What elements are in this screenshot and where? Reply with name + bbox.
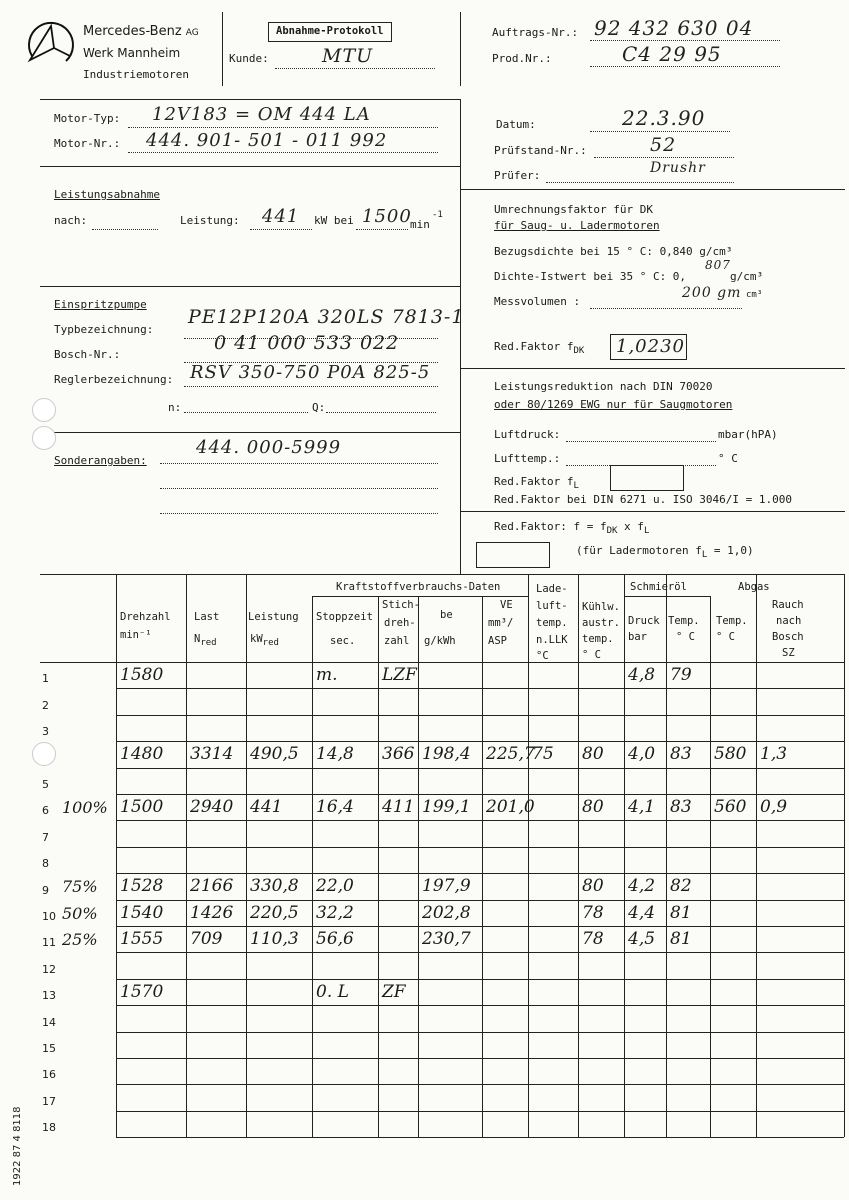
row-number: 11 (42, 936, 56, 950)
table-col-line (844, 574, 845, 1137)
cell-n: 1500 (120, 797, 164, 817)
table-col-line (756, 574, 757, 1137)
cell-n: 1570 (120, 981, 164, 1002)
pump-type-value: PE12P120A 320LS 7813-1 (188, 306, 465, 328)
cell-kw: 441 (250, 797, 283, 817)
table-row-line (116, 847, 844, 848)
red-din-note: Red.Faktor bei DIN 6271 u. ISO 3046/I = 1.000 (494, 493, 793, 506)
cell-kuehl: 80 (582, 744, 604, 765)
table-row-line (116, 926, 844, 927)
cell-kuehl: 78 (582, 902, 604, 923)
h-stoppzeit-3: sec. (330, 635, 356, 647)
group-exhaust-header: Abgas (738, 581, 770, 593)
row-number: 9 (42, 883, 49, 897)
h-lade-2: luft- (536, 600, 568, 612)
date-value: 22.3.90 (622, 106, 706, 130)
cell-stop: 14,8 (316, 744, 354, 765)
row-number: 14 (42, 1015, 56, 1029)
row-number: 5 (42, 778, 49, 791)
group-fuel-header: Kraftstoffverbrauchs-Daten (336, 581, 501, 593)
table-row-line (116, 1005, 844, 1006)
row-number: 3 (42, 725, 49, 739)
table-col-line (418, 596, 419, 1137)
cell-last: 709 (190, 929, 223, 949)
red-factor-total-box (476, 542, 550, 568)
h-last-2: $N_{red}$ (194, 633, 217, 649)
fuel-group-line (312, 596, 528, 597)
load-percent: 50% (62, 903, 98, 923)
row-number: 18 (42, 1121, 56, 1135)
cell-druck: 4,8 (628, 665, 656, 685)
motor-type-label: Motor-Typ: (54, 112, 121, 125)
cell-kuehl: 80 (582, 797, 604, 817)
cell-last: 2940 (190, 797, 234, 817)
row-number: 10 (42, 910, 56, 923)
red-formula: Red.Faktor: $f = f_{DK}$ x $f_L$ (494, 520, 650, 537)
table-row-line (116, 794, 844, 795)
tester-label: Prüfer: (494, 169, 541, 182)
volume-label: Messvolumen : (494, 295, 581, 308)
h-lade-5: °C (536, 650, 549, 662)
h-drehzahl-1: Drehzahl (120, 611, 171, 623)
row-number: 6 (42, 804, 49, 818)
rpm-exp: -1 (432, 210, 443, 220)
h-be-1: be (440, 609, 453, 621)
table-row-line (116, 715, 844, 716)
red-factor-dk-label: Red.Faktor $f_{DK}$ (494, 340, 585, 357)
cell-stop: 22,0 (316, 876, 354, 897)
cell-last: 1426 (190, 902, 234, 923)
cell-stich: LZF (382, 665, 417, 685)
table-col-line (378, 596, 379, 1137)
punch-hole (32, 398, 56, 422)
air-temp-label: Lufttemp.: (494, 452, 561, 465)
table-col-line (312, 596, 313, 1137)
rpm-value: 1500 (362, 206, 412, 227)
row-number: 13 (42, 989, 56, 1003)
air-temp-unit: ° C (718, 452, 738, 465)
row-number: 1 (42, 672, 49, 686)
din-title-2: oder 80/1269 EWG nur für Saugmotoren (494, 398, 733, 411)
table-col-line (246, 574, 247, 1137)
h-temp-oil-2: ° C (676, 631, 695, 643)
load-percent: 25% (62, 930, 98, 949)
cell-stich: ZF (382, 981, 406, 1002)
h-leistung-2: $kW_{red}$ (250, 633, 279, 649)
motor-no-label: Motor-Nr.: (54, 137, 121, 150)
n-label: n: (168, 401, 182, 414)
table-row-line (116, 900, 844, 901)
cell-druck: 4,1 (628, 797, 656, 817)
bosch-no-value: 0 41 000 533 022 (214, 332, 400, 354)
row-number: 17 (42, 1094, 56, 1108)
table-row-line (116, 688, 844, 689)
table-row-line (116, 820, 844, 821)
bench-label: Prüfstand-Nr.: (494, 144, 587, 157)
h-druck-2: bar (628, 631, 647, 643)
q-label: Q: (312, 401, 326, 414)
actual-density-unit: g/cm³ (730, 270, 764, 283)
dk-title-2: für Saug- u. Ladermotoren (494, 219, 660, 232)
table-col-line (116, 574, 117, 1137)
table-row-line (116, 952, 844, 953)
cell-n: 1480 (120, 744, 164, 765)
h-kuehl-3: temp. (582, 633, 614, 645)
dk-title-1: Umrechnungsfaktor für DK (494, 203, 653, 216)
cell-stop: 16,4 (316, 797, 354, 817)
h-kuehl-4: ° C (582, 649, 601, 661)
governor-value: RSV 350-750 P0A 825-5 (190, 362, 431, 383)
three-pointed-star-icon (26, 20, 76, 70)
cell-stop: m. (316, 665, 338, 685)
table-row-line (116, 1111, 844, 1112)
h-lade-4: n.LLK (536, 634, 568, 646)
cell-kw: 490,5 (250, 744, 299, 765)
h-temp-oil-1: Temp. (668, 615, 700, 627)
motor-no-value: 444. 901- 501 - 011 992 (146, 130, 388, 151)
cell-toil: 81 (670, 902, 692, 923)
h-stich-3: zahl (384, 635, 410, 647)
cell-tab: 560 (714, 797, 747, 817)
h-kuehl-2: austr. (582, 617, 620, 629)
h-be-3: g/kWh (424, 635, 456, 647)
h-rauch-4: SZ (782, 647, 795, 659)
air-pressure-label: Luftdruck: (494, 428, 561, 441)
h-rauch-2: nach (776, 615, 802, 627)
h-stoppzeit-1: Stoppzeit (316, 611, 373, 623)
cell-tab: 580 (714, 744, 747, 765)
power-label: Leistung: (180, 214, 240, 227)
h-temp-abgas-1: Temp. (716, 615, 748, 627)
h-stich-1: Stich- (382, 599, 420, 611)
bench-value: 52 (650, 134, 677, 156)
ref-density: Bezugsdichte bei 15 ° C: 0,840 g/cm³ (494, 245, 733, 258)
division-name: Industriemotoren (83, 68, 189, 81)
h-ve-2: mm³/ (488, 617, 514, 629)
volume-value: 200 gm (682, 285, 742, 301)
header-bottom-line (40, 662, 844, 663)
cell-stop: 56,6 (316, 929, 354, 949)
cell-n: 1540 (120, 902, 164, 923)
table-row-line (116, 1084, 844, 1085)
cell-toil: 82 (670, 876, 692, 897)
table-row-line (116, 873, 844, 874)
cell-be: 230,7 (422, 929, 471, 949)
cell-toil: 83 (670, 797, 692, 817)
cell-lade: 75 (532, 744, 554, 765)
table-row-line (116, 1137, 844, 1138)
h-rauch-1: Rauch (772, 599, 804, 611)
load-percent: 100% (62, 798, 108, 817)
table-row-line (116, 1058, 844, 1059)
cell-n: 1580 (120, 665, 164, 685)
date-label: Datum: (496, 118, 536, 131)
cell-be: 199,1 (422, 797, 471, 817)
table-col-line (528, 574, 529, 1137)
h-lade-1: Lade- (536, 583, 568, 595)
h-druck-1: Druck (628, 615, 660, 627)
table-col-line (624, 574, 625, 1137)
prod-no-label: Prod.Nr.: (492, 52, 552, 65)
h-rauch-3: Bosch (772, 631, 804, 643)
cell-stop: 32,2 (316, 902, 354, 923)
power-section-title: Leistungsabnahme (54, 188, 160, 201)
cell-toil: 83 (670, 744, 692, 765)
table-row-line (116, 979, 844, 980)
cell-n: 1555 (120, 929, 164, 949)
customer-value: MTU (322, 45, 374, 67)
power-after-label: nach: (54, 214, 88, 227)
pump-section-title: Einspritzpumpe (54, 298, 147, 311)
cell-toil: 79 (670, 665, 692, 685)
load-percent: 75% (62, 877, 98, 897)
rpm-unit: min (410, 218, 430, 231)
punch-hole (32, 742, 56, 766)
motor-type-value: 12V183 = OM 444 LA (152, 104, 371, 125)
row-number: 12 (42, 962, 56, 976)
bosch-no-label: Bosch-Nr.: (54, 348, 121, 361)
cell-last: 3314 (190, 744, 234, 765)
cell-stich: 366 (382, 744, 415, 765)
special-value: 444. 000-5999 (196, 437, 342, 458)
table-col-line (482, 596, 483, 1137)
cell-rauch: 0,9 (760, 797, 788, 817)
h-last-1: Last (194, 611, 220, 623)
oil-group-line (624, 596, 710, 597)
cell-last: 2166 (190, 876, 234, 897)
h-ve-1: VE (500, 599, 513, 611)
cell-druck: 4,0 (628, 744, 656, 765)
actual-density-label: Dichte-Istwert bei 35 ° C: 0, (494, 270, 687, 283)
cell-rauch: 1,3 (760, 744, 788, 765)
h-lade-3: temp. (536, 617, 568, 629)
table-col-line (186, 574, 187, 1137)
cell-ve: 225,7 (486, 744, 535, 765)
cell-be: 197,9 (422, 876, 471, 897)
volume-unit: cm³ (746, 290, 763, 300)
table-row-line (116, 768, 844, 769)
h-ve-3: ASP (488, 635, 507, 647)
table-col-line (710, 596, 711, 1137)
plant-name: Werk Mannheim (83, 46, 181, 60)
cell-druck: 4,5 (628, 929, 656, 949)
table-row-line (116, 1032, 844, 1033)
cell-druck: 4,4 (628, 902, 656, 923)
order-no-label: Auftrags-Nr.: (492, 26, 579, 39)
cell-be: 202,8 (422, 902, 471, 923)
cell-n: 1528 (120, 876, 164, 897)
cell-ve: 201,0 (486, 797, 535, 817)
punch-hole (32, 426, 56, 450)
customer-label: Kunde: (229, 52, 269, 65)
company-name: Mercedes-Benz AG (83, 24, 199, 39)
pump-type-label: Typbezeichnung: (54, 323, 154, 336)
red-factor-fl-box (610, 465, 684, 491)
row-number: 16 (42, 1068, 56, 1082)
h-stich-2: dreh- (384, 617, 416, 629)
h-drehzahl-2: min⁻¹ (120, 629, 152, 641)
h-temp-abgas-2: ° C (716, 631, 735, 643)
table-col-line (578, 574, 579, 1137)
din-title-1: Leistungsreduktion nach DIN 70020 (494, 380, 713, 393)
table-col-line (666, 574, 667, 1137)
form-code: 1922 87 4 8118 (12, 1106, 23, 1186)
row-number: 7 (42, 830, 49, 844)
prod-no-value: C4 29 95 (622, 42, 722, 66)
mercedes-logo (26, 20, 76, 70)
actual-density-value: 807 (705, 258, 731, 272)
special-label: Sonderangaben: (54, 454, 147, 467)
tester-signature: Drushr (650, 160, 706, 176)
cell-druck: 4,2 (628, 876, 656, 897)
red-factor-dk-value: 1,0230 (616, 336, 685, 357)
row-number: 2 (42, 698, 49, 712)
air-pressure-unit: mbar(hPA) (718, 428, 778, 441)
h-leistung-1: Leistung (248, 611, 299, 623)
cell-stop: 0. L (316, 981, 349, 1002)
h-kuehl-1: Kühlw. (582, 601, 620, 613)
lader-note: (für Ladermotoren $f_L = 1,0$) (576, 544, 754, 561)
cell-kuehl: 80 (582, 876, 604, 897)
cell-toil: 81 (670, 929, 692, 949)
power-value: 441 (262, 206, 300, 227)
row-number: 8 (42, 857, 49, 871)
power-kw-at: kW bei (314, 214, 354, 227)
cell-stich: 411 (382, 797, 415, 817)
group-oil-header: Schmieröl (630, 581, 687, 593)
cell-kuehl: 78 (582, 929, 604, 949)
cell-kw: 220,5 (250, 902, 299, 923)
cell-be: 198,4 (422, 744, 471, 765)
protocol-title: Abnahme-Protokoll (276, 25, 384, 37)
order-no-value: 92 432 630 04 (594, 16, 754, 40)
row-number: 15 (42, 1042, 56, 1055)
cell-kw: 330,8 (250, 876, 299, 897)
table-row-line (116, 741, 844, 742)
governor-label: Reglerbezeichnung: (54, 373, 174, 386)
red-factor-fl-label: Red.Faktor $f_L$ (494, 475, 579, 492)
cell-kw: 110,3 (250, 929, 299, 949)
